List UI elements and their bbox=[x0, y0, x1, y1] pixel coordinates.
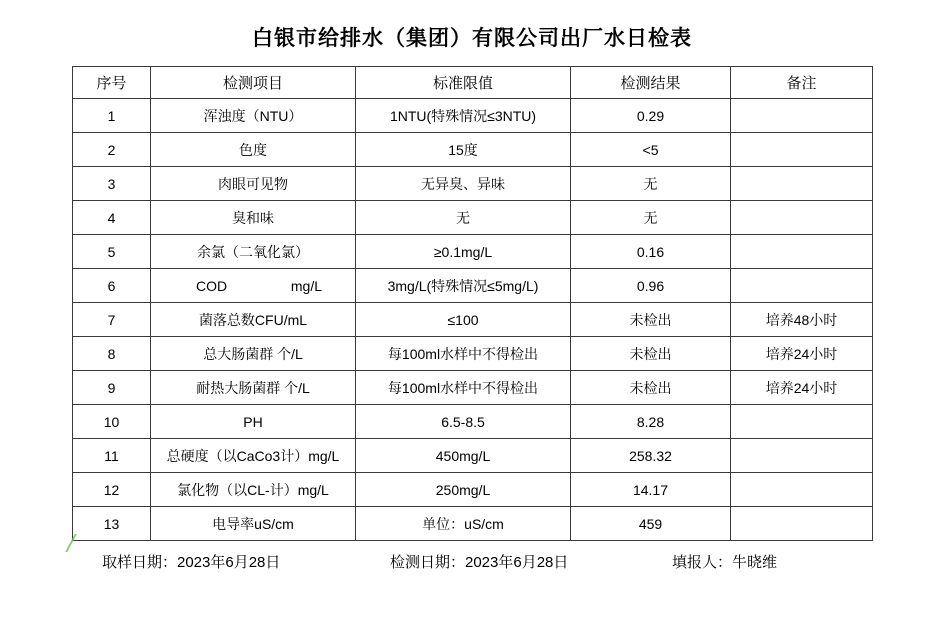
cell-result: 未检出 bbox=[571, 303, 731, 337]
table-row bbox=[73, 371, 873, 405]
table-header-row bbox=[73, 67, 873, 99]
cell-remark bbox=[731, 439, 873, 473]
cell-limit: 1NTU(特殊情况≤3NTU) bbox=[356, 99, 571, 133]
footer-info bbox=[0, 551, 944, 572]
filler-name: 填报人：牛晓维 bbox=[672, 554, 778, 571]
cell-result: 14.17 bbox=[571, 473, 731, 507]
cell-remark bbox=[731, 235, 873, 269]
table-row bbox=[73, 439, 873, 473]
cell-item: 浑浊度（NTU） bbox=[151, 99, 356, 133]
cell-limit: ≤100 bbox=[356, 303, 571, 337]
table-row bbox=[73, 201, 873, 235]
cell-limit: 250mg/L bbox=[356, 473, 571, 507]
cell-limit: 无异臭、异味 bbox=[356, 167, 571, 201]
cell-limit: 每100ml水样中不得检出 bbox=[356, 337, 571, 371]
cell-index: 11 bbox=[73, 439, 151, 473]
cell-limit: 15度 bbox=[356, 133, 571, 167]
cell-index: 1 bbox=[73, 99, 151, 133]
cell-remark bbox=[731, 133, 873, 167]
cell-item: 菌落总数CFU/mL bbox=[151, 303, 356, 337]
cell-item: 电导率uS/cm bbox=[151, 507, 356, 541]
cell-item: 总大肠菌群 个/L bbox=[151, 337, 356, 371]
column-header-item: 检测项目 bbox=[151, 67, 356, 99]
column-header-index: 序号 bbox=[73, 67, 151, 99]
table-row bbox=[73, 337, 873, 371]
cell-item-label: COD bbox=[196, 277, 228, 294]
cell-limit: 3mg/L(特殊情况≤5mg/L) bbox=[356, 269, 571, 303]
cell-item-unit: mg/L bbox=[290, 277, 322, 294]
cell-index: 3 bbox=[73, 167, 151, 201]
cell-result: 无 bbox=[571, 201, 731, 235]
cell-index: 5 bbox=[73, 235, 151, 269]
column-header-limit: 标准限值 bbox=[356, 67, 571, 99]
column-header-result: 检测结果 bbox=[571, 67, 731, 99]
cell-remark: 培养24小时 bbox=[731, 337, 873, 371]
cell-item: 肉眼可见物 bbox=[151, 167, 356, 201]
cell-item: PH bbox=[151, 405, 356, 439]
cell-remark bbox=[731, 99, 873, 133]
cell-result: 无 bbox=[571, 167, 731, 201]
cell-result: 未检出 bbox=[571, 371, 731, 405]
cell-item: 余氯（二氧化氯） bbox=[151, 235, 356, 269]
cell-remark bbox=[731, 167, 873, 201]
page-title: 白银市给排水（集团）有限公司出厂水日检表 bbox=[252, 27, 692, 50]
cell-index: 4 bbox=[73, 201, 151, 235]
cell-remark bbox=[731, 405, 873, 439]
cell-remark bbox=[731, 201, 873, 235]
cell-remark bbox=[731, 507, 873, 541]
cell-item: 氯化物（以CL-计）mg/L bbox=[151, 473, 356, 507]
cell-item: 总硬度（以CaCo3计）mg/L bbox=[151, 439, 356, 473]
cell-index: 2 bbox=[73, 133, 151, 167]
cell-index: 6 bbox=[73, 269, 151, 303]
test-date: 检测日期：2023年6月28日 bbox=[390, 554, 569, 571]
cell-limit: 无 bbox=[356, 201, 571, 235]
cell-result: 258.32 bbox=[571, 439, 731, 473]
cell-index: 9 bbox=[73, 371, 151, 405]
cell-result: 459 bbox=[571, 507, 731, 541]
cell-result: 0.29 bbox=[571, 99, 731, 133]
cell-index: 10 bbox=[73, 405, 151, 439]
cell-remark bbox=[731, 473, 873, 507]
cell-result: <5 bbox=[571, 133, 731, 167]
cell-limit: ≥0.1mg/L bbox=[356, 235, 571, 269]
cell-result: 未检出 bbox=[571, 337, 731, 371]
cell-result: 8.28 bbox=[571, 405, 731, 439]
table-row bbox=[73, 405, 873, 439]
column-header-remark: 备注 bbox=[731, 67, 873, 99]
cell-limit: 每100ml水样中不得检出 bbox=[356, 371, 571, 405]
table-row bbox=[73, 303, 873, 337]
cell-result: 0.96 bbox=[571, 269, 731, 303]
cell-index: 13 bbox=[73, 507, 151, 541]
cell-result: 0.16 bbox=[571, 235, 731, 269]
table-row bbox=[73, 167, 873, 201]
cell-remark bbox=[731, 269, 873, 303]
cell-index: 7 bbox=[73, 303, 151, 337]
table-row bbox=[73, 473, 873, 507]
table-row bbox=[73, 507, 873, 541]
cell-remark: 培养24小时 bbox=[731, 371, 873, 405]
cell-item bbox=[151, 269, 356, 303]
table-row bbox=[73, 99, 873, 133]
table-row bbox=[73, 269, 873, 303]
cell-limit: 6.5-8.5 bbox=[356, 405, 571, 439]
cell-index: 8 bbox=[73, 337, 151, 371]
cell-limit: 450mg/L bbox=[356, 439, 571, 473]
cell-limit: 单位：uS/cm bbox=[356, 507, 571, 541]
cell-item: 耐热大肠菌群 个/L bbox=[151, 371, 356, 405]
cell-item: 臭和味 bbox=[151, 201, 356, 235]
water-quality-table bbox=[72, 66, 873, 541]
report-table-wrapper bbox=[0, 66, 944, 541]
table-row bbox=[73, 235, 873, 269]
cell-item: 色度 bbox=[151, 133, 356, 167]
cell-index: 12 bbox=[73, 473, 151, 507]
sample-date: 取样日期：2023年6月28日 bbox=[102, 554, 281, 571]
table-row bbox=[73, 133, 873, 167]
cell-remark: 培养48小时 bbox=[731, 303, 873, 337]
